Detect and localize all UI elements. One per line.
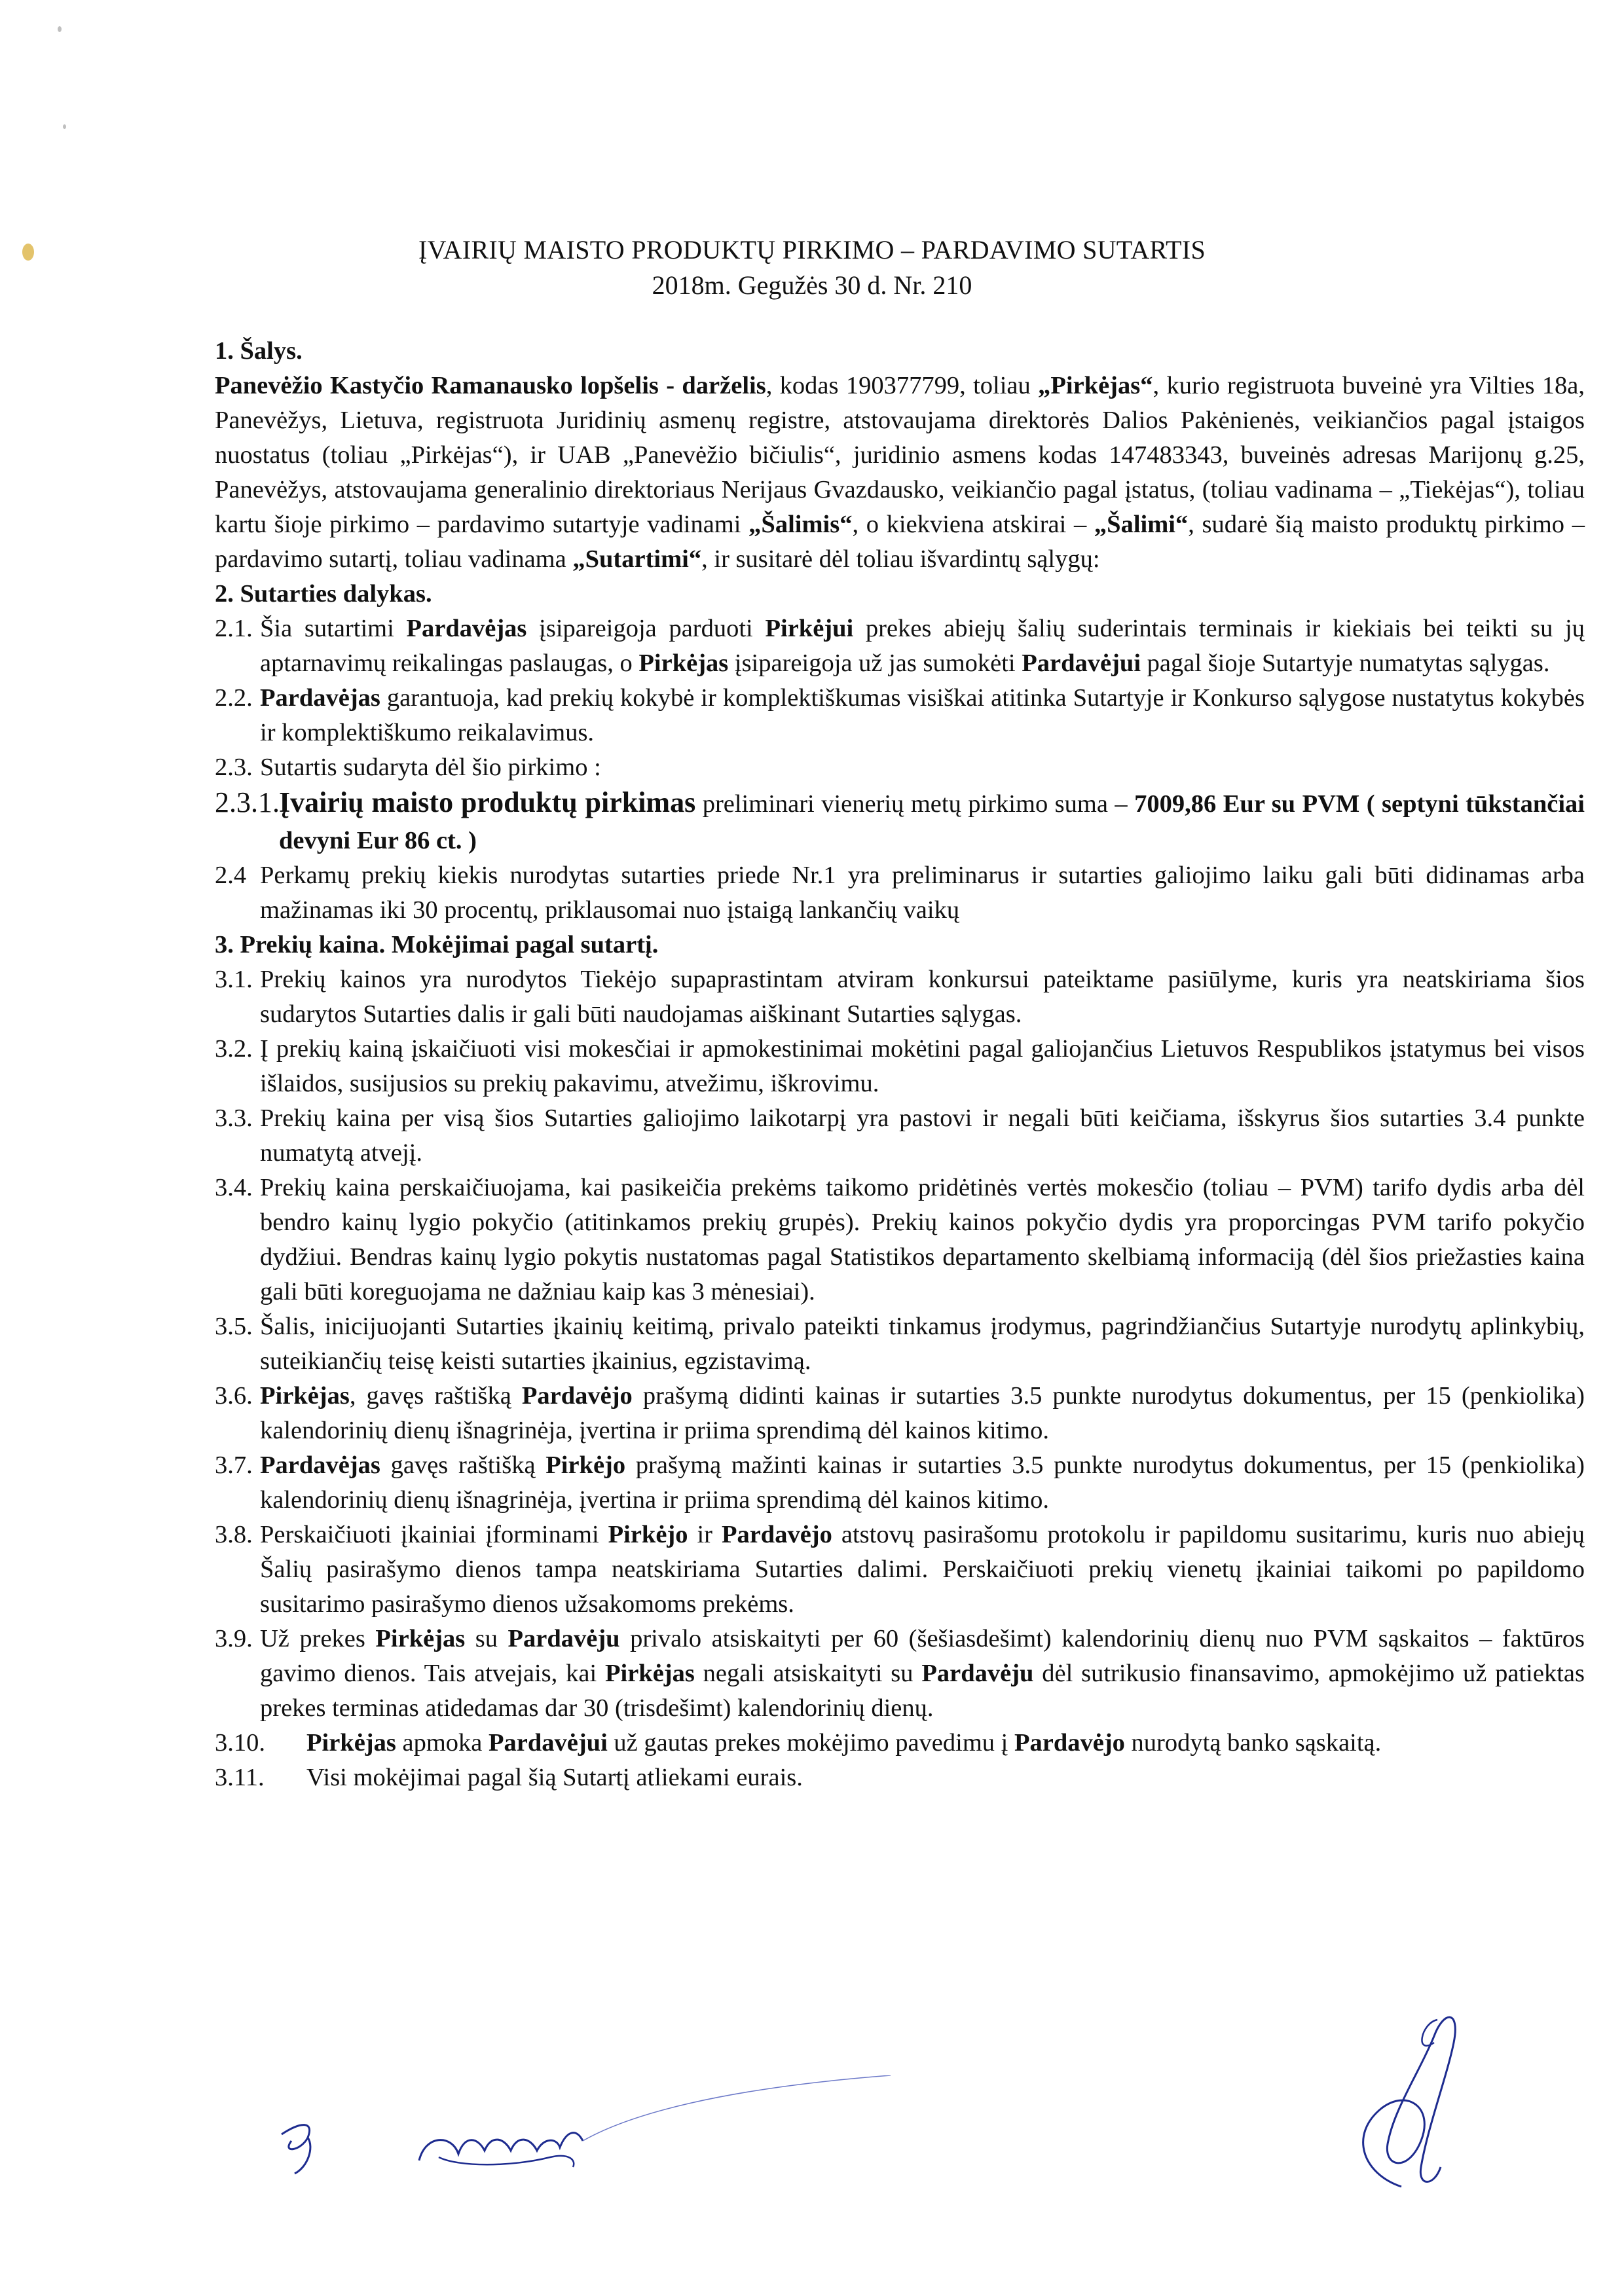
signature-left (262, 2075, 950, 2180)
clause-3-1: 3.1. Prekių kainos yra nurodytos Tiekėjo supaprastintam atviram konkursui pateiktame pasiūlyme, kuris yra neatskiriama šios sudarytos Sutarties dalis ir gali būti naudojamas aiškinant Sutarties sąlygas. (215, 966, 1585, 1028)
section-heading-price: 3. Prekių kaina. Mokėjimai pagal sutartį. (215, 931, 659, 958)
contract-body (215, 334, 1585, 1795)
clause-3-10: 3.10. Pirkėjas apmoka Pardavėjui už gautas prekes mokėjimo pavedimu į Pardavėjo nurodytą banko sąskaitą. (215, 1729, 1382, 1757)
clause-3-3: 3.3. Prekių kaina per visą šios Sutarties galiojimo laikotarpį yra pastovi ir negali būti keičiama, išskyrus šios sutarties 3.4 punkte numatytą atvejį. (215, 1104, 1585, 1167)
section-heading-subject: 2. Sutarties dalykas. (215, 580, 432, 608)
clause-3-8: 3.8. Perskaičiuoti įkainiai įforminami Pirkėjo ir Pardavėjo atstovų pasirašomu protokolu ir papildomu susitarimu, kuris nuo abiejų Šalių pasirašymo dienos tampa neatskiriama Sutarties dalimi. Perskaičiuoti prekių vienetų įkainiai taikomi po papildomo susitarimo pasirašymo dienos užsakomoms prekėms. (215, 1521, 1585, 1618)
clause-2-3: 2.3. Sutartis sudaryta dėl šio pirkimo : (215, 754, 601, 781)
clause-2-4: 2.4 Perkamų prekių kiekis nurodytas sutarties priede Nr.1 yra preliminarus ir sutarties galiojimo laiku gali būti didinamas arba mažinamas iki 30 procentų, priklausomai nuo įstaigą lankančių vaikų (215, 862, 1585, 924)
clause-3-5: 3.5. Šalis, inicijuojanti Sutarties įkainių keitimą, privalo pateikti tinkamus įrodymus, pagrindžiančius Sutartyje nurodytų aplinkybių, suteikiančių teisę keisti sutarties įkainius, egzistavimą. (215, 1313, 1585, 1375)
clause-2-1: 2.1. Šia sutartimi Pardavėjas įsipareigoja parduoti Pirkėjui prekes abiejų šalių suderintais terminais ir kiekiais bei teikti su jų aptarnavimų reikalingas paslaugas, o Pirkėjas įsipareigoja už jas sumokėti Pardavėjui pagal šioje Sutartyje numatytas sąlygas. (215, 615, 1585, 677)
signature-area (0, 1977, 1624, 2213)
document-title: ĮVAIRIŲ MAISTO PRODUKTŲ PIRKIMO – PARDAVIMO SUTARTIS (418, 235, 1206, 264)
clause-3-11: 3.11. Visi mokėjimai pagal šią Sutartį atliekami eurais. (215, 1764, 803, 1791)
clause-3-2: 3.2. Į prekių kainą įskaičiuoti visi mokesčiai ir apmokestinimai mokėtini pagal galiojančius Lietuvos Respublikos įstatymus bei visos išlaidos, susijusios su prekių pakavimu, atvežimu, iškrovimu. (215, 1035, 1585, 1097)
section-heading-parties: 1. Šalys. (215, 337, 303, 365)
clause-2-3-1: 2.3.1. Įvairių maisto produktų pirkimas preliminari vienerių metų pirkimo suma – 7009,86 Eur su PVM ( septyni tūkstančiai devyni Eur 86 ct. ) (215, 786, 1585, 854)
clause-3-6: 3.6. Pirkėjas, gavęs raštišką Pardavėjo prašymą didinti kainas ir sutarties 3.5 punkte nurodytus dokumentus, per 15 (penkiolika) kalendorinių dienų išnagrinėja, įvertina ir priima sprendimą dėl kainos kitimo. (215, 1382, 1585, 1444)
scan-speck (58, 26, 62, 32)
signature-right (1323, 1997, 1480, 2193)
clause-3-7: 3.7. Pardavėjas gavęs raštišką Pirkėjo prašymą mažinti kainas ir sutarties 3.5 punkte nurodytus dokumentus, per 15 (penkiolika) kalendorinių dienų išnagrinėja, įvertina ir priima sprendimą dėl kainos kitimo. (215, 1451, 1585, 1514)
clause-3-4: 3.4. Prekių kaina perskaičiuojama, kai pasikeičia prekėms taikomo pridėtinės vertės mokesčio (toliau – PVM) tarifo dydis arba dėl bendro kainų lygio pokyčio (atitinkamos prekių grupės). Prekių kainos pokyčio dydis yra proporcingas PVM tarifo pokyčio dydžiui. Bendras kainų lygio pokytis nustatomas pagal Statistikos departamento skelbiamą informaciją (dėl šios priežasties kaina gali būti koreguojama ne dažniau kaip kas 3 mėnesiai). (215, 1174, 1585, 1305)
parties-paragraph: Panevėžio Kastyčio Ramanausko lopšelis - darželis, kodas 190377799, toliau „Pirkėjas“, kurio registruota buveinė yra Vilties 18a, Panevėžys, Lietuva, registruota Juridinių asmenų registre, atstovaujama direktorės Dalios Pakėnienės, veikiančios pagal įstaigos nuostatus (toliau „Pirkėjas“), ir UAB „Panevėžio bičiulis“, juridinio asmens kodas 147483343, buveinės adresas Marijonų g.25, Panevėžys, atstovaujama generalinio direktoriaus Nerijaus Gvazdausko, veikiančio pagal įstatus, (toliau vadinama – „Tiekėjas“), toliau kartu šioje pirkimo – pardavimo sutartyje vadinami „Šalimis“, o kiekviena atskirai – „Šalimi“, sudarė šią maisto produktų pirkimo – pardavimo sutartį, toliau vadinama „Sutartimi“, ir susitarė dėl toliau išvardintų sąlygų: (215, 372, 1585, 573)
document-date-number: 2018m. Gegužės 30 d. Nr. 210 (652, 270, 972, 300)
scan-speck (63, 124, 66, 129)
clause-3-9: 3.9. Už prekes Pirkėjas su Pardavėju privalo atsiskaityti per 60 (šešiasdešimt) kalendorinių dienų nuo PVM sąskaitos – faktūros gavimo dienos. Tais atvejais, kai Pirkėjas negali atsiskaityti su Pardavėju dėl sutrikusio finansavimo, apmokėjimo už patiektas prekes terminas atidedamas dar 30 (trisdešimt) kalendorinių dienų. (215, 1625, 1585, 1722)
clause-2-2: 2.2. Pardavėjas garantuoja, kad prekių kokybė ir komplektiškumas visiškai atitinka Sutartyje ir Konkurso sąlygose nustatytus kokybės ir komplektiškumo reikalavimus. (215, 684, 1585, 746)
